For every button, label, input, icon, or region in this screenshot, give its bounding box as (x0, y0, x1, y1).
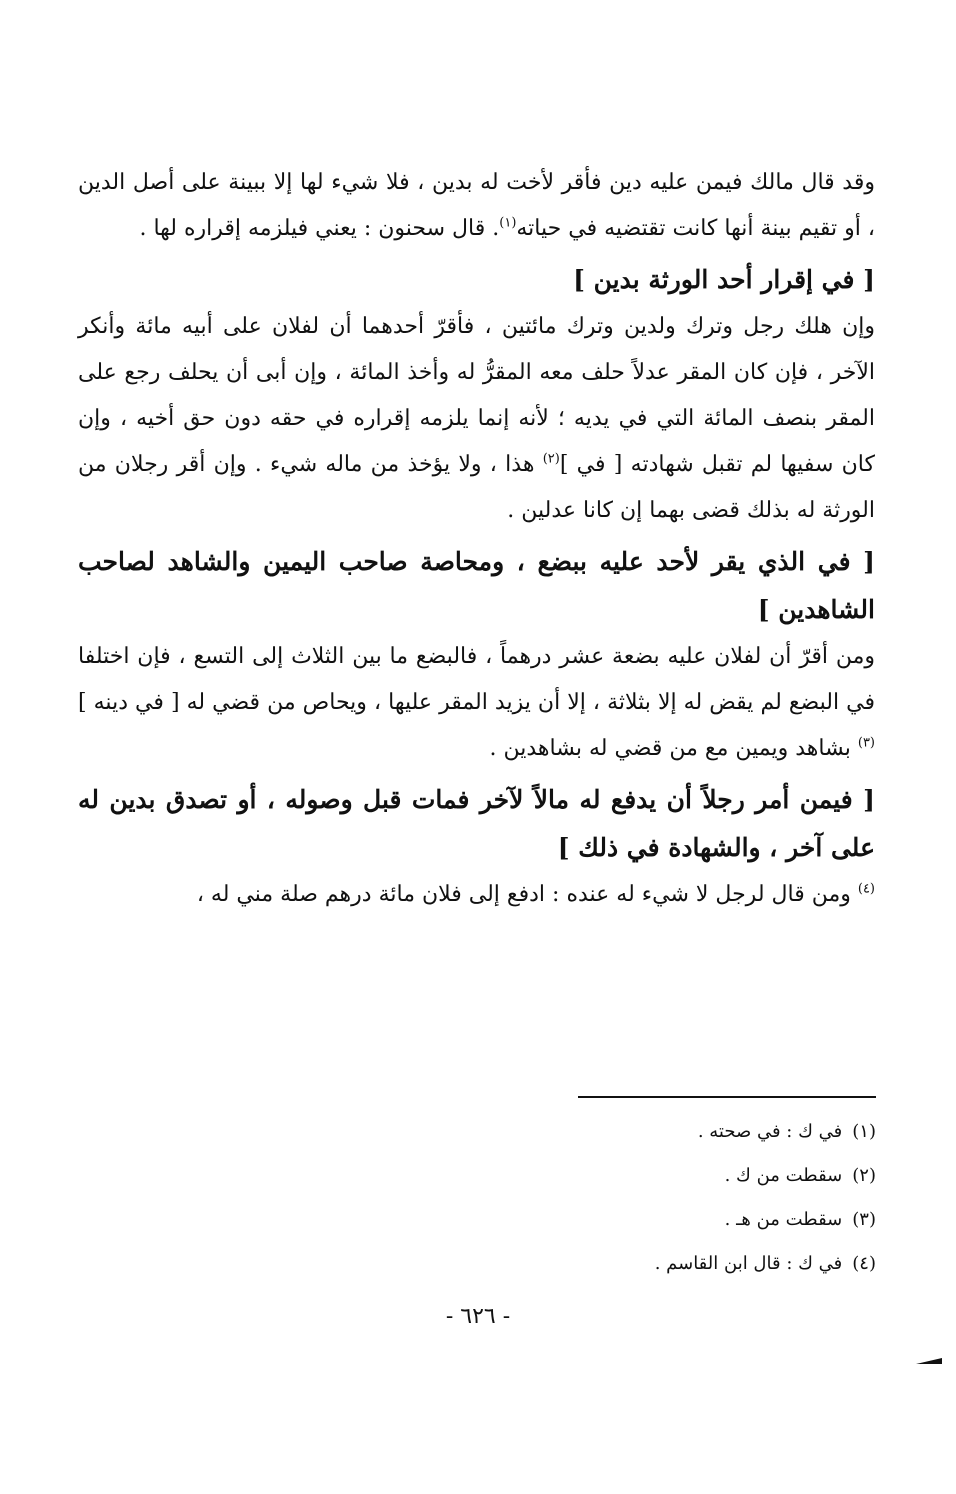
footnote-item (400, 1198, 876, 1242)
footnote-ref: (٢) (542, 451, 560, 467)
section-heading-heirs: [ في إقرار أحد الورثة بدين ] (573, 265, 875, 294)
footnote-mark: (١) (852, 1121, 876, 1142)
footnotes (400, 1110, 876, 1286)
paragraph-text: وقد قال مالك فيمن عليه دين فأقر لأخت له بدين ، فلا شيء لها إلا ببينة على أصل الدين ، أو تقيم بينة أنها كانت تقتضيه في حياته (78, 170, 875, 241)
paragraph-bid (78, 634, 875, 772)
footnote-item (400, 1110, 876, 1154)
footnote-item (400, 1242, 876, 1286)
corner-mark-icon (914, 1356, 944, 1366)
paragraph-text: هذا ، ولا يؤخذ من ماله شيء . وإن أقر رجلان من الورثة له بذلك قضى بهما إن كانا عدلين . (78, 452, 875, 523)
footnote-mark: (٤) (852, 1253, 876, 1274)
footnote-mark: (٣) (852, 1209, 876, 1230)
footnote-divider (578, 1096, 876, 1098)
paragraph-order (78, 872, 875, 918)
footnote-text: سقطت من هـ . (724, 1209, 843, 1230)
footnote-mark: (٢) (852, 1165, 876, 1186)
paragraph-text: وإن هلك رجل وترك ولدين وترك مائتين ، فأقرّ أحدهما أن لفلان على أبيه مائة وأنكر الآخر ، فإن كان المقر عدلاً حلف معه المقرُّ له وأخذ المائة ، وإن أبى أن يحلف رجع على المقر بنصف المائة التي في يديه ؛ لأنه إنما يلزمه إقراره في حقه دون حق أخيه ، وإن كان سفيها لم تقبل شهادته [ في ] (78, 314, 875, 477)
page-number: - ٦٢٦ - (445, 1304, 511, 1329)
footnote-item (400, 1154, 876, 1198)
section-heading-order: [ فيمن أمر رجلاً أن يدفع له مالاً لآخر فمات قبل وصوله ، أو تصدق بدين له على آخر ، والشهادة في ذلك ] (78, 785, 875, 862)
footnote-ref: (٣) (857, 735, 875, 751)
footnote-ref: (٤) (857, 881, 875, 897)
page-body (78, 160, 875, 918)
footnote-text: سقطت من ك . (724, 1165, 843, 1186)
footnote-text: في ك : في صحته . (697, 1121, 843, 1142)
paragraph-text: . قال سحنون : يعني فيلزمه إقراره لها . (139, 216, 500, 241)
paragraph-intro (78, 160, 875, 252)
footnote-text: في ك : قال ابن القاسم . (654, 1253, 843, 1274)
footnote-ref: (١) (499, 215, 517, 231)
paragraph-heirs (78, 304, 875, 534)
paragraph-text: ومن أقرّ أن لفلان عليه بضعة عشر درهماً ، فالبضع ما بين الثلاث إلى التسع ، فإن اختلفا في البضع لم يقض له إلا بثلاثة ، إلا أن يزيد المقر عليها ، ويحاص من قضي له [ في دينه ] (78, 644, 875, 715)
section-heading-bid: [ في الذي يقر لأحد عليه ببضع ، ومحاصة صاحب اليمين والشاهد لصاحب الشاهدين ] (78, 547, 875, 624)
paragraph-text: بشاهد ويمين مع من قضي له بشاهدين . (489, 736, 858, 761)
paragraph-text: ومن قال لرجل لا شيء له عنده : ادفع إلى فلان مائة درهم صلة مني له ، (196, 882, 858, 907)
